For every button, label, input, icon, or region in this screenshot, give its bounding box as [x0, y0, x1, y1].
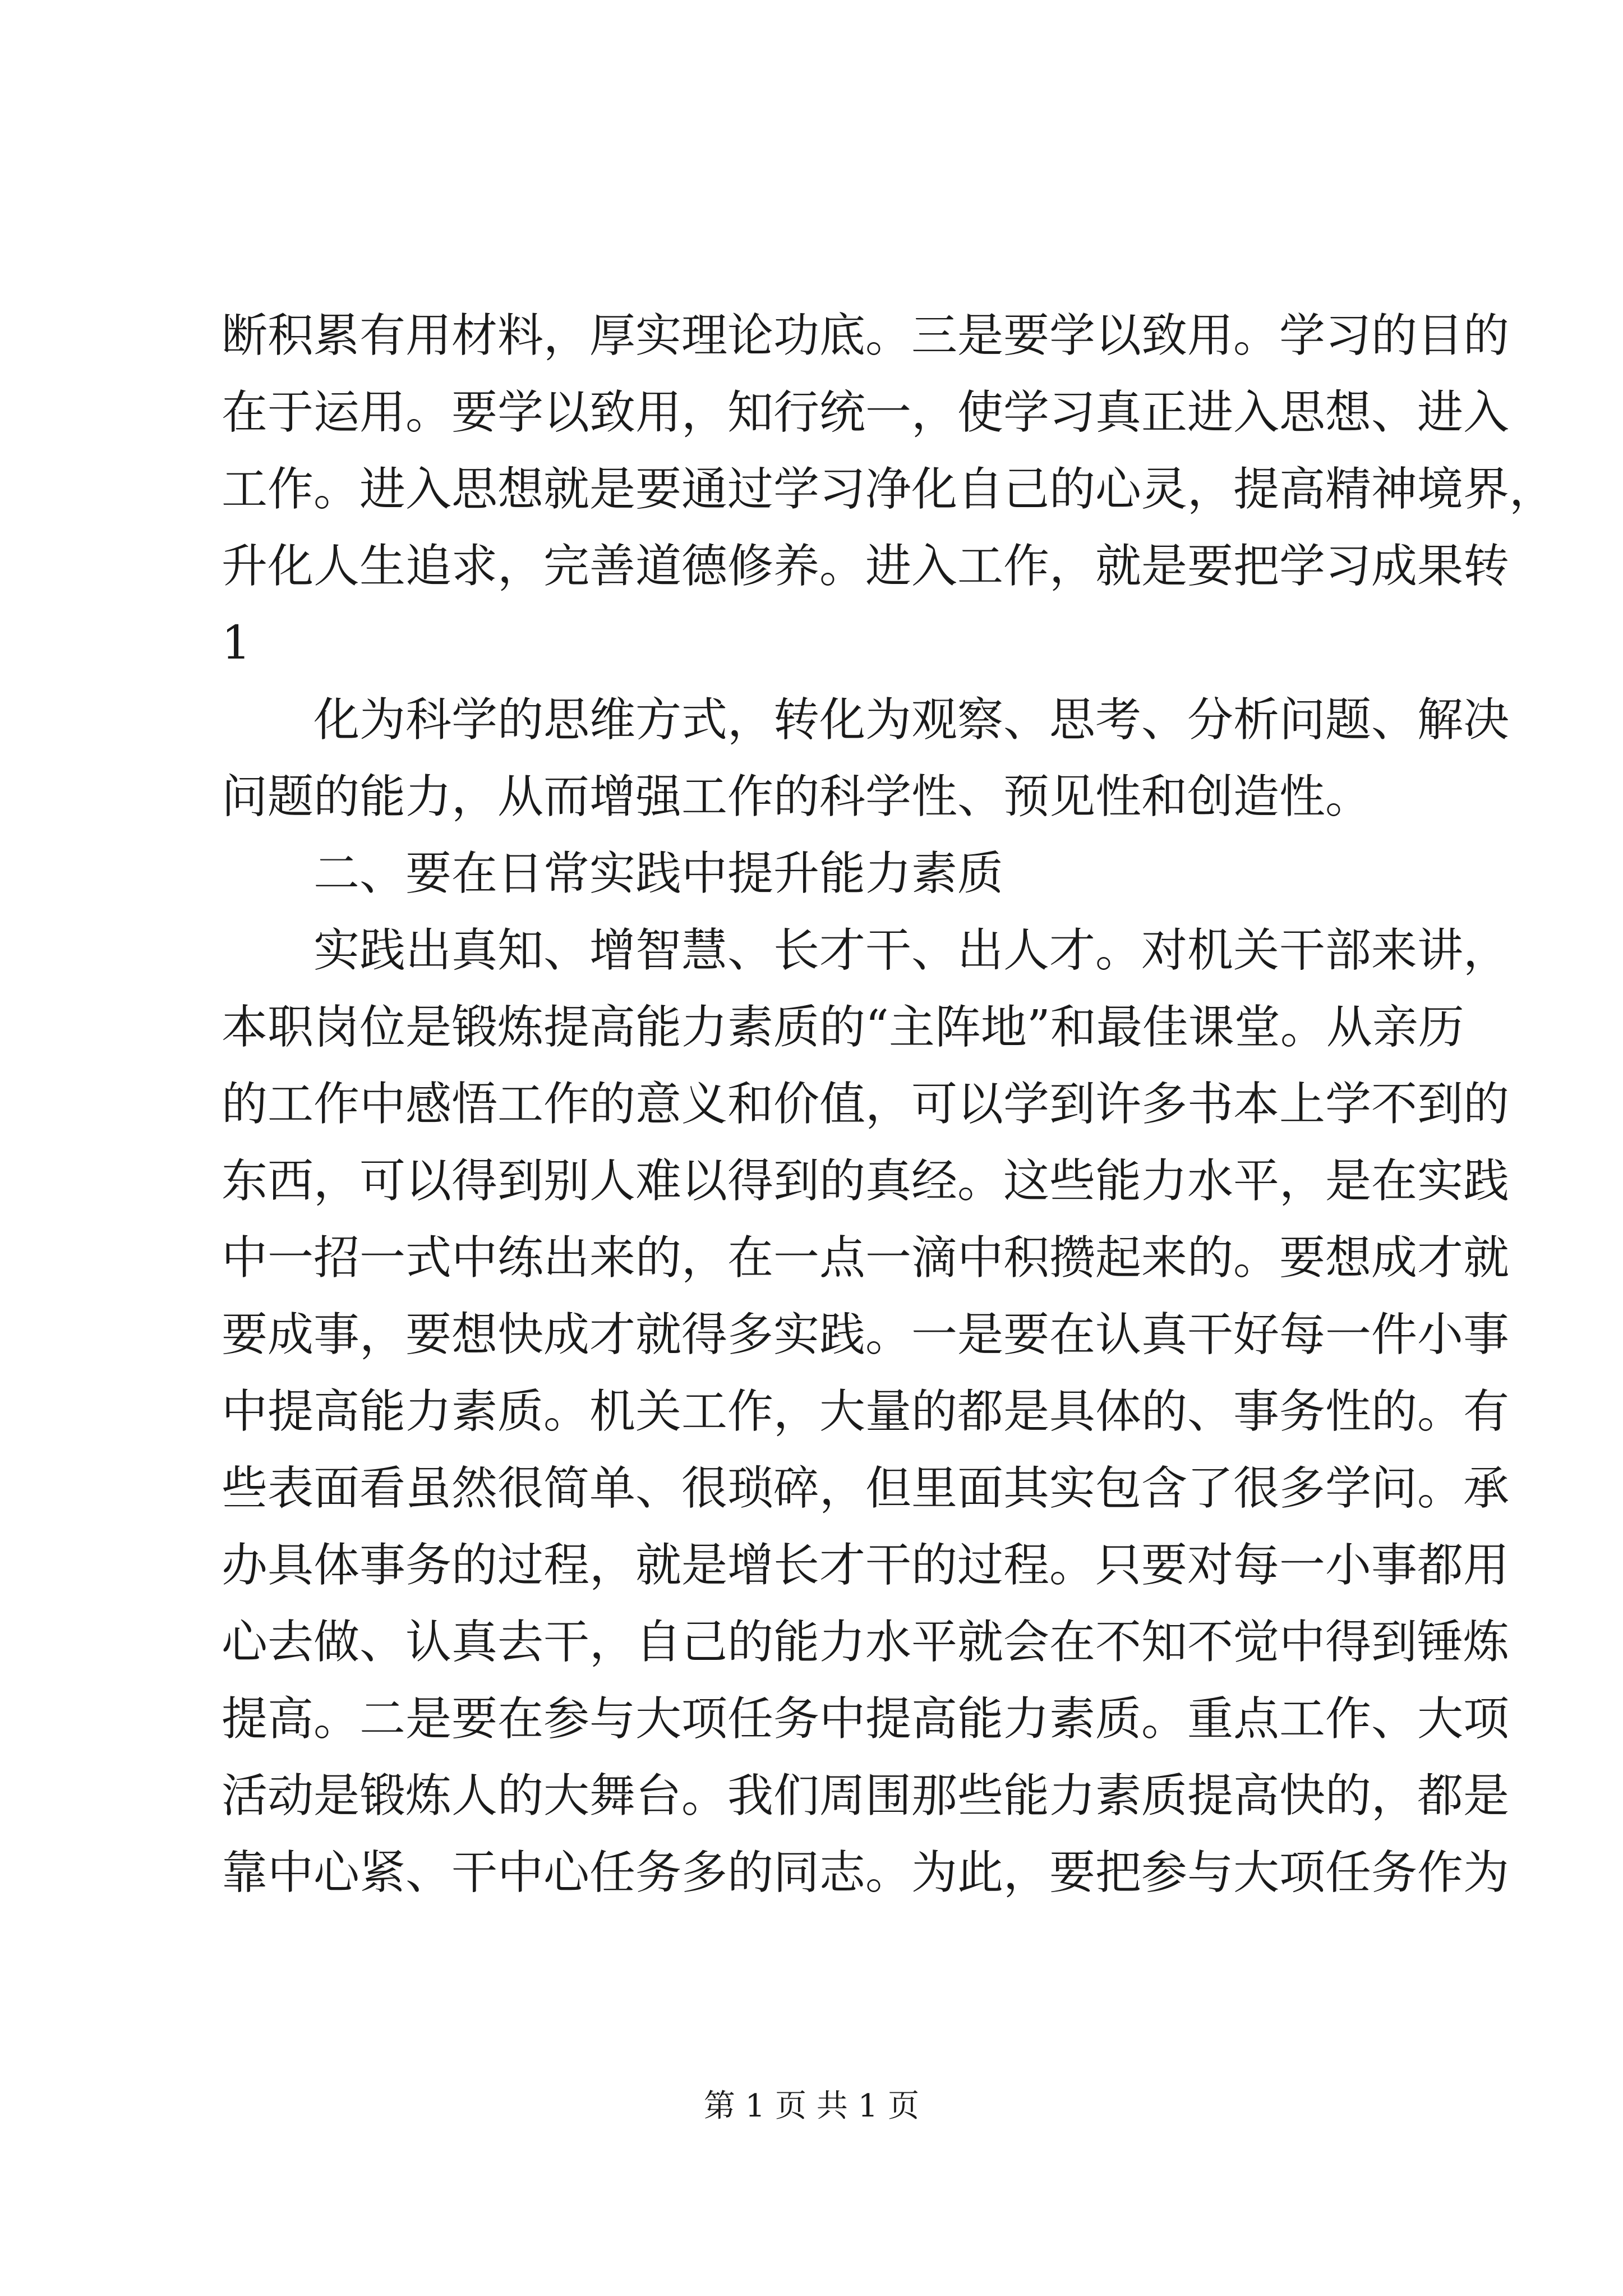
text-line: 中提高能力素质。机关工作，大量的都是具体的、事务性的。有 [222, 1385, 1510, 1438]
text-line: 本职岗位是锻炼提高能力素质的“主阵地”和最佳课堂。从亲历 [222, 1001, 1464, 1054]
text-line: 要成事，要想快成才就得多实践。一是要在认真干好每一件小事 [222, 1308, 1510, 1361]
continued-paragraph-2 [222, 682, 1510, 835]
body-paragraph [222, 912, 1510, 1911]
text-line: 活动是锻炼人的大舞台。我们周围那些能力素质提高快的，都是 [222, 1769, 1510, 1823]
text-line: 些表面看虽然很简单、很琐碎，但里面其实包含了很多学问。承 [222, 1462, 1510, 1515]
continued-paragraph [222, 297, 1556, 605]
text-line: 断积累有用材料，厚实理论功底。三是要学以致用。学习的目的 [222, 309, 1510, 362]
text-line: 升化人生追求，完善道德修养。进入工作，就是要把学习成果转 [222, 540, 1510, 593]
text-line: 东西，可以得到别人难以得到的真经。这些能力水平，是在实践 [222, 1154, 1510, 1208]
inline-page-number: 1 [222, 616, 251, 670]
text-line: 实践出真知、增智慧、长才干、出人才。对机关干部来讲， [313, 924, 1510, 977]
text-line: 问题的能力，从而增强工作的科学性、预见性和创造性。 [222, 770, 1372, 823]
text-line: 工作。进入思想就是要通过学习净化自己的心灵，提高精神境界， [222, 463, 1556, 516]
text-line: 的工作中感悟工作的意义和价值，可以学到许多书本上学不到的 [222, 1078, 1510, 1131]
text-line: 在于运用。要学以致用，知行统一，使学习真正进入思想、进入 [222, 386, 1510, 439]
section-heading: 二、要在日常实践中提升能力素质 [313, 847, 1004, 900]
page-footer: 第 1 页 共 1 页 [703, 2088, 920, 2124]
text-line: 心去做、认真去干，自己的能力水平就会在不知不觉中得到锤炼 [222, 1616, 1510, 1669]
text-line: 办具体事务的过程，就是增长才干的过程。只要对每一小事都用 [222, 1539, 1510, 1592]
text-line: 化为科学的思维方式，转化为观察、思考、分析问题、解决 [313, 693, 1510, 747]
text-line: 中一招一式中练出来的，在一点一滴中积攒起来的。要想成才就 [222, 1231, 1510, 1285]
text-line: 提高。二是要在参与大项任务中提高能力素质。重点工作、大项 [222, 1692, 1510, 1746]
document-body [222, 297, 1556, 1911]
text-line: 靠中心紧、干中心任务多的同志。为此，要把参与大项任务作为 [222, 1846, 1510, 1899]
